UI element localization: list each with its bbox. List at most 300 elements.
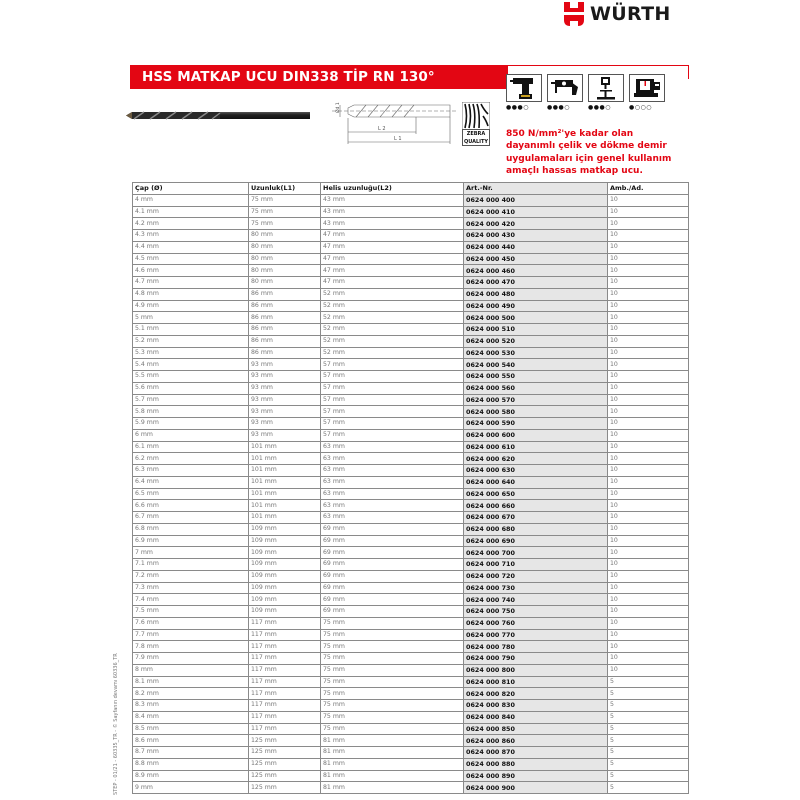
description-line: uygulamaları için genel kullanım bbox=[506, 153, 672, 164]
cell-flute-length: 69 mm bbox=[321, 570, 464, 582]
cell-article-number: 0624 000 660 bbox=[464, 500, 608, 512]
cell-length: 86 mm bbox=[249, 347, 321, 359]
cell-pack-quantity: 10 bbox=[608, 453, 689, 465]
cell-length: 109 mm bbox=[249, 582, 321, 594]
cell-length: 109 mm bbox=[249, 547, 321, 559]
cell-length: 125 mm bbox=[249, 770, 321, 782]
cell-length: 101 mm bbox=[249, 512, 321, 524]
cell-pack-quantity: 10 bbox=[608, 488, 689, 500]
cell-length: 93 mm bbox=[249, 382, 321, 394]
product-description bbox=[506, 128, 696, 177]
spec-table-body bbox=[133, 194, 689, 793]
cell-length: 80 mm bbox=[249, 230, 321, 242]
cell-flute-length: 81 mm bbox=[321, 770, 464, 782]
cell-pack-quantity: 5 bbox=[608, 735, 689, 747]
cell-diameter: 5.4 mm bbox=[133, 359, 249, 371]
cell-flute-length: 75 mm bbox=[321, 676, 464, 688]
cell-diameter: 5.8 mm bbox=[133, 406, 249, 418]
table-row bbox=[133, 441, 689, 453]
cell-pack-quantity: 10 bbox=[608, 653, 689, 665]
table-row bbox=[133, 782, 689, 794]
cell-article-number: 0624 000 400 bbox=[464, 194, 608, 206]
table-row bbox=[133, 241, 689, 253]
cell-length: 93 mm bbox=[249, 371, 321, 383]
cell-pack-quantity: 10 bbox=[608, 629, 689, 641]
cell-article-number: 0624 000 690 bbox=[464, 535, 608, 547]
cell-flute-length: 43 mm bbox=[321, 206, 464, 218]
cell-length: 109 mm bbox=[249, 594, 321, 606]
table-row bbox=[133, 476, 689, 488]
table-row bbox=[133, 265, 689, 277]
cell-flute-length: 75 mm bbox=[321, 653, 464, 665]
cell-diameter: 7.2 mm bbox=[133, 570, 249, 582]
cell-pack-quantity: 5 bbox=[608, 758, 689, 770]
cell-length: 101 mm bbox=[249, 441, 321, 453]
cell-length: 101 mm bbox=[249, 453, 321, 465]
table-row bbox=[133, 735, 689, 747]
cell-flute-length: 52 mm bbox=[321, 300, 464, 312]
cell-length: 75 mm bbox=[249, 206, 321, 218]
cell-pack-quantity: 10 bbox=[608, 382, 689, 394]
cell-flute-length: 57 mm bbox=[321, 371, 464, 383]
table-row bbox=[133, 218, 689, 230]
cell-diameter: 4.2 mm bbox=[133, 218, 249, 230]
table-row bbox=[133, 523, 689, 535]
cell-pack-quantity: 10 bbox=[608, 230, 689, 242]
table-row bbox=[133, 664, 689, 676]
cell-flute-length: 81 mm bbox=[321, 747, 464, 759]
cell-article-number: 0624 000 560 bbox=[464, 382, 608, 394]
cell-pack-quantity: 10 bbox=[608, 476, 689, 488]
cell-pack-quantity: 10 bbox=[608, 406, 689, 418]
table-row bbox=[133, 429, 689, 441]
cell-flute-length: 69 mm bbox=[321, 559, 464, 571]
cell-length: 125 mm bbox=[249, 747, 321, 759]
cell-diameter: 6 mm bbox=[133, 429, 249, 441]
cell-pack-quantity: 5 bbox=[608, 700, 689, 712]
cell-length: 125 mm bbox=[249, 758, 321, 770]
drill-press-icon bbox=[591, 75, 621, 101]
table-row bbox=[133, 617, 689, 629]
cell-length: 86 mm bbox=[249, 288, 321, 300]
cell-diameter: 4.7 mm bbox=[133, 277, 249, 289]
cell-flute-length: 63 mm bbox=[321, 500, 464, 512]
cell-pack-quantity: 10 bbox=[608, 441, 689, 453]
table-row bbox=[133, 535, 689, 547]
cell-article-number: 0624 000 710 bbox=[464, 559, 608, 571]
cell-pack-quantity: 10 bbox=[608, 206, 689, 218]
cell-flute-length: 75 mm bbox=[321, 723, 464, 735]
cell-length: 117 mm bbox=[249, 617, 321, 629]
cell-diameter: 7.9 mm bbox=[133, 653, 249, 665]
table-row bbox=[133, 570, 689, 582]
table-row bbox=[133, 288, 689, 300]
cell-length: 101 mm bbox=[249, 476, 321, 488]
cell-length: 117 mm bbox=[249, 629, 321, 641]
cell-pack-quantity: 10 bbox=[608, 512, 689, 524]
table-row bbox=[133, 300, 689, 312]
cell-diameter: 8.6 mm bbox=[133, 735, 249, 747]
cell-flute-length: 69 mm bbox=[321, 523, 464, 535]
cell-diameter: 7.8 mm bbox=[133, 641, 249, 653]
cell-article-number: 0624 000 420 bbox=[464, 218, 608, 230]
cell-flute-length: 75 mm bbox=[321, 629, 464, 641]
cell-article-number: 0624 000 510 bbox=[464, 324, 608, 336]
cell-pack-quantity: 10 bbox=[608, 523, 689, 535]
cell-pack-quantity: 5 bbox=[608, 723, 689, 735]
cell-diameter: 6.7 mm bbox=[133, 512, 249, 524]
product-title: HSS MATKAP UCU DIN338 TİP RN 130° bbox=[130, 65, 508, 89]
cell-diameter: 4.3 mm bbox=[133, 230, 249, 242]
cell-article-number: 0624 000 440 bbox=[464, 241, 608, 253]
cell-article-number: 0624 000 550 bbox=[464, 371, 608, 383]
cell-flute-length: 57 mm bbox=[321, 418, 464, 430]
table-row bbox=[133, 394, 689, 406]
cell-flute-length: 57 mm bbox=[321, 394, 464, 406]
cell-article-number: 0624 000 610 bbox=[464, 441, 608, 453]
cell-diameter: 4.4 mm bbox=[133, 241, 249, 253]
tool-hammer-drill bbox=[547, 74, 583, 111]
cell-pack-quantity: 10 bbox=[608, 288, 689, 300]
cell-pack-quantity: 10 bbox=[608, 300, 689, 312]
drill-bit-image bbox=[120, 108, 320, 128]
cell-flute-length: 57 mm bbox=[321, 406, 464, 418]
cell-diameter: 6.8 mm bbox=[133, 523, 249, 535]
cell-pack-quantity: 5 bbox=[608, 711, 689, 723]
table-row bbox=[133, 324, 689, 336]
cell-pack-quantity: 10 bbox=[608, 359, 689, 371]
cell-diameter: 4.8 mm bbox=[133, 288, 249, 300]
cell-diameter: 5.9 mm bbox=[133, 418, 249, 430]
cordless-drill-icon bbox=[509, 75, 539, 101]
wurth-logo bbox=[563, 2, 671, 26]
cell-length: 93 mm bbox=[249, 359, 321, 371]
cell-flute-length: 81 mm bbox=[321, 758, 464, 770]
cell-article-number: 0624 000 860 bbox=[464, 735, 608, 747]
cell-pack-quantity: 10 bbox=[608, 194, 689, 206]
cell-article-number: 0624 000 680 bbox=[464, 523, 608, 535]
table-row bbox=[133, 277, 689, 289]
cell-pack-quantity: 5 bbox=[608, 688, 689, 700]
cell-pack-quantity: 5 bbox=[608, 782, 689, 794]
cell-diameter: 8.7 mm bbox=[133, 747, 249, 759]
cell-article-number: 0624 000 810 bbox=[464, 676, 608, 688]
tool-drill-press bbox=[588, 74, 624, 111]
cell-diameter: 5 mm bbox=[133, 312, 249, 324]
cell-flute-length: 47 mm bbox=[321, 253, 464, 265]
description-line: amaçlı hassas matkap ucu. bbox=[506, 165, 643, 176]
cell-diameter: 5.2 mm bbox=[133, 335, 249, 347]
cell-article-number: 0624 000 700 bbox=[464, 547, 608, 559]
cell-pack-quantity: 10 bbox=[608, 265, 689, 277]
cell-flute-length: 52 mm bbox=[321, 312, 464, 324]
table-row bbox=[133, 676, 689, 688]
cell-pack-quantity: 10 bbox=[608, 347, 689, 359]
cell-diameter: 8.4 mm bbox=[133, 711, 249, 723]
cell-flute-length: 52 mm bbox=[321, 324, 464, 336]
cell-flute-length: 69 mm bbox=[321, 535, 464, 547]
cell-flute-length: 81 mm bbox=[321, 782, 464, 794]
cell-length: 80 mm bbox=[249, 277, 321, 289]
table-row bbox=[133, 688, 689, 700]
table-row bbox=[133, 371, 689, 383]
cell-length: 117 mm bbox=[249, 700, 321, 712]
cell-diameter: 8.1 mm bbox=[133, 676, 249, 688]
cell-diameter: 7.7 mm bbox=[133, 629, 249, 641]
header-article-number: Art.-Nr. bbox=[464, 183, 608, 195]
table-row bbox=[133, 723, 689, 735]
cell-article-number: 0624 000 490 bbox=[464, 300, 608, 312]
cell-article-number: 0624 000 830 bbox=[464, 700, 608, 712]
cell-length: 93 mm bbox=[249, 418, 321, 430]
table-row bbox=[133, 594, 689, 606]
cell-article-number: 0624 000 670 bbox=[464, 512, 608, 524]
cell-pack-quantity: 10 bbox=[608, 500, 689, 512]
cell-flute-length: 43 mm bbox=[321, 218, 464, 230]
cell-flute-length: 47 mm bbox=[321, 265, 464, 277]
cell-article-number: 0624 000 870 bbox=[464, 747, 608, 759]
cell-article-number: 0624 000 840 bbox=[464, 711, 608, 723]
cell-length: 117 mm bbox=[249, 641, 321, 653]
table-row bbox=[133, 606, 689, 618]
cell-article-number: 0624 000 740 bbox=[464, 594, 608, 606]
cell-pack-quantity: 10 bbox=[608, 664, 689, 676]
hammer-drill-icon bbox=[550, 75, 580, 101]
cell-flute-length: 69 mm bbox=[321, 606, 464, 618]
tool-rating-dots: ●●●○ bbox=[506, 104, 529, 111]
cell-pack-quantity: 10 bbox=[608, 606, 689, 618]
cell-pack-quantity: 5 bbox=[608, 676, 689, 688]
cell-article-number: 0624 000 590 bbox=[464, 418, 608, 430]
table-row bbox=[133, 230, 689, 242]
cell-pack-quantity: 10 bbox=[608, 371, 689, 383]
cell-pack-quantity: 10 bbox=[608, 559, 689, 571]
description-line: 850 N/mm²'ye kadar olan bbox=[506, 129, 634, 139]
cell-length: 117 mm bbox=[249, 688, 321, 700]
cell-diameter: 4.1 mm bbox=[133, 206, 249, 218]
cell-diameter: 6.2 mm bbox=[133, 453, 249, 465]
cell-pack-quantity: 10 bbox=[608, 582, 689, 594]
cell-diameter: 8.8 mm bbox=[133, 758, 249, 770]
cell-diameter: 5.6 mm bbox=[133, 382, 249, 394]
cell-article-number: 0624 000 820 bbox=[464, 688, 608, 700]
cell-diameter: 5.1 mm bbox=[133, 324, 249, 336]
cell-length: 80 mm bbox=[249, 265, 321, 277]
cell-diameter: 9 mm bbox=[133, 782, 249, 794]
cell-flute-length: 75 mm bbox=[321, 688, 464, 700]
cell-pack-quantity: 10 bbox=[608, 429, 689, 441]
table-header-row bbox=[133, 183, 689, 195]
cell-flute-length: 69 mm bbox=[321, 582, 464, 594]
cell-length: 125 mm bbox=[249, 735, 321, 747]
cell-diameter: 6.3 mm bbox=[133, 465, 249, 477]
cell-pack-quantity: 10 bbox=[608, 312, 689, 324]
cell-article-number: 0624 000 650 bbox=[464, 488, 608, 500]
cell-length: 80 mm bbox=[249, 241, 321, 253]
cell-diameter: 4.6 mm bbox=[133, 265, 249, 277]
cell-article-number: 0624 000 640 bbox=[464, 476, 608, 488]
cell-flute-length: 47 mm bbox=[321, 241, 464, 253]
table-row bbox=[133, 711, 689, 723]
zebra-label-line1: ZEBRA bbox=[466, 131, 486, 137]
cell-diameter: 6.4 mm bbox=[133, 476, 249, 488]
cell-pack-quantity: 10 bbox=[608, 570, 689, 582]
table-row bbox=[133, 359, 689, 371]
header-length: Uzunluk(L1) bbox=[249, 183, 321, 195]
cell-length: 109 mm bbox=[249, 523, 321, 535]
cell-article-number: 0624 000 540 bbox=[464, 359, 608, 371]
cell-article-number: 0624 000 730 bbox=[464, 582, 608, 594]
cell-length: 117 mm bbox=[249, 664, 321, 676]
cell-length: 93 mm bbox=[249, 406, 321, 418]
table-row bbox=[133, 629, 689, 641]
title-divider bbox=[508, 65, 688, 66]
table-row bbox=[133, 488, 689, 500]
cell-pack-quantity: 10 bbox=[608, 253, 689, 265]
cell-length: 101 mm bbox=[249, 488, 321, 500]
cell-length: 117 mm bbox=[249, 676, 321, 688]
description-line: dayanımlı çelik ve dökme demir bbox=[506, 141, 667, 152]
cell-flute-length: 52 mm bbox=[321, 335, 464, 347]
cell-article-number: 0624 000 580 bbox=[464, 406, 608, 418]
cell-diameter: 7 mm bbox=[133, 547, 249, 559]
l1-label: L 1 bbox=[394, 136, 402, 142]
cell-diameter: 5.3 mm bbox=[133, 347, 249, 359]
brand-name: WÜRTH bbox=[590, 3, 671, 25]
zebra-stripes-icon bbox=[462, 102, 490, 130]
cell-length: 117 mm bbox=[249, 723, 321, 735]
d1-label: Ød 1 bbox=[336, 102, 341, 113]
cell-article-number: 0624 000 880 bbox=[464, 758, 608, 770]
cell-diameter: 8.3 mm bbox=[133, 700, 249, 712]
table-row bbox=[133, 406, 689, 418]
table-row bbox=[133, 700, 689, 712]
cell-length: 109 mm bbox=[249, 570, 321, 582]
cell-diameter: 8.5 mm bbox=[133, 723, 249, 735]
cell-diameter: 7.5 mm bbox=[133, 606, 249, 618]
cell-flute-length: 47 mm bbox=[321, 277, 464, 289]
cell-length: 75 mm bbox=[249, 194, 321, 206]
cell-article-number: 0624 000 500 bbox=[464, 312, 608, 324]
cell-flute-length: 69 mm bbox=[321, 547, 464, 559]
table-row bbox=[133, 559, 689, 571]
cell-flute-length: 63 mm bbox=[321, 465, 464, 477]
l2-label: L 2 bbox=[378, 126, 386, 132]
cell-article-number: 0624 000 850 bbox=[464, 723, 608, 735]
table-row bbox=[133, 770, 689, 782]
cell-length: 86 mm bbox=[249, 312, 321, 324]
cell-article-number: 0624 000 450 bbox=[464, 253, 608, 265]
cell-pack-quantity: 10 bbox=[608, 418, 689, 430]
cell-flute-length: 63 mm bbox=[321, 476, 464, 488]
cell-article-number: 0624 000 620 bbox=[464, 453, 608, 465]
cell-flute-length: 52 mm bbox=[321, 347, 464, 359]
cell-article-number: 0624 000 800 bbox=[464, 664, 608, 676]
table-row bbox=[133, 547, 689, 559]
cell-article-number: 0624 000 760 bbox=[464, 617, 608, 629]
cell-flute-length: 75 mm bbox=[321, 664, 464, 676]
cell-diameter: 4 mm bbox=[133, 194, 249, 206]
cell-pack-quantity: 10 bbox=[608, 335, 689, 347]
cell-pack-quantity: 5 bbox=[608, 770, 689, 782]
table-row bbox=[133, 382, 689, 394]
cell-pack-quantity: 10 bbox=[608, 277, 689, 289]
wurth-emblem-icon bbox=[563, 2, 585, 26]
cell-diameter: 7.3 mm bbox=[133, 582, 249, 594]
spec-table bbox=[132, 182, 689, 794]
cell-flute-length: 57 mm bbox=[321, 429, 464, 441]
cell-length: 93 mm bbox=[249, 429, 321, 441]
cell-article-number: 0624 000 630 bbox=[464, 465, 608, 477]
cnc-machine-icon bbox=[632, 75, 662, 101]
cell-article-number: 0624 000 890 bbox=[464, 770, 608, 782]
cell-length: 101 mm bbox=[249, 465, 321, 477]
cell-article-number: 0624 000 770 bbox=[464, 629, 608, 641]
cell-diameter: 7.4 mm bbox=[133, 594, 249, 606]
cell-pack-quantity: 5 bbox=[608, 747, 689, 759]
cell-pack-quantity: 10 bbox=[608, 394, 689, 406]
tool-rating-dots: ●●●○ bbox=[547, 104, 570, 111]
document-reference-note: STEP - 01/21 - 60335_TR - © Sayfanın devamı 60336_TR bbox=[113, 653, 119, 795]
cell-article-number: 0624 000 570 bbox=[464, 394, 608, 406]
cell-flute-length: 81 mm bbox=[321, 735, 464, 747]
cell-length: 109 mm bbox=[249, 606, 321, 618]
table-row bbox=[133, 253, 689, 265]
cell-length: 109 mm bbox=[249, 559, 321, 571]
cell-diameter: 5.7 mm bbox=[133, 394, 249, 406]
cell-diameter: 6.6 mm bbox=[133, 500, 249, 512]
cell-article-number: 0624 000 470 bbox=[464, 277, 608, 289]
cell-pack-quantity: 10 bbox=[608, 594, 689, 606]
cell-length: 117 mm bbox=[249, 653, 321, 665]
tool-cordless-drill bbox=[506, 74, 542, 111]
cell-flute-length: 57 mm bbox=[321, 382, 464, 394]
cell-article-number: 0624 000 520 bbox=[464, 335, 608, 347]
cell-diameter: 4.9 mm bbox=[133, 300, 249, 312]
cell-length: 80 mm bbox=[249, 253, 321, 265]
cell-article-number: 0624 000 430 bbox=[464, 230, 608, 242]
cell-diameter: 8.9 mm bbox=[133, 770, 249, 782]
cell-pack-quantity: 10 bbox=[608, 324, 689, 336]
cell-flute-length: 43 mm bbox=[321, 194, 464, 206]
cell-article-number: 0624 000 480 bbox=[464, 288, 608, 300]
table-row bbox=[133, 347, 689, 359]
cell-diameter: 7.1 mm bbox=[133, 559, 249, 571]
cell-length: 86 mm bbox=[249, 300, 321, 312]
cell-length: 125 mm bbox=[249, 782, 321, 794]
cell-article-number: 0624 000 750 bbox=[464, 606, 608, 618]
table-row bbox=[133, 582, 689, 594]
cell-length: 117 mm bbox=[249, 711, 321, 723]
cell-diameter: 8.2 mm bbox=[133, 688, 249, 700]
header-diameter: Çap (Ø) bbox=[133, 183, 249, 195]
table-row bbox=[133, 206, 689, 218]
cell-article-number: 0624 000 790 bbox=[464, 653, 608, 665]
cell-length: 109 mm bbox=[249, 535, 321, 547]
cell-diameter: 5.5 mm bbox=[133, 371, 249, 383]
table-row bbox=[133, 335, 689, 347]
zebra-quality-label bbox=[462, 129, 490, 146]
cell-pack-quantity: 10 bbox=[608, 218, 689, 230]
cell-article-number: 0624 000 460 bbox=[464, 265, 608, 277]
tool-cnc-machine bbox=[629, 74, 665, 111]
cell-length: 75 mm bbox=[249, 218, 321, 230]
table-row bbox=[133, 758, 689, 770]
cell-flute-length: 57 mm bbox=[321, 359, 464, 371]
tool-suitability bbox=[506, 74, 665, 111]
cell-pack-quantity: 10 bbox=[608, 617, 689, 629]
cell-diameter: 8 mm bbox=[133, 664, 249, 676]
